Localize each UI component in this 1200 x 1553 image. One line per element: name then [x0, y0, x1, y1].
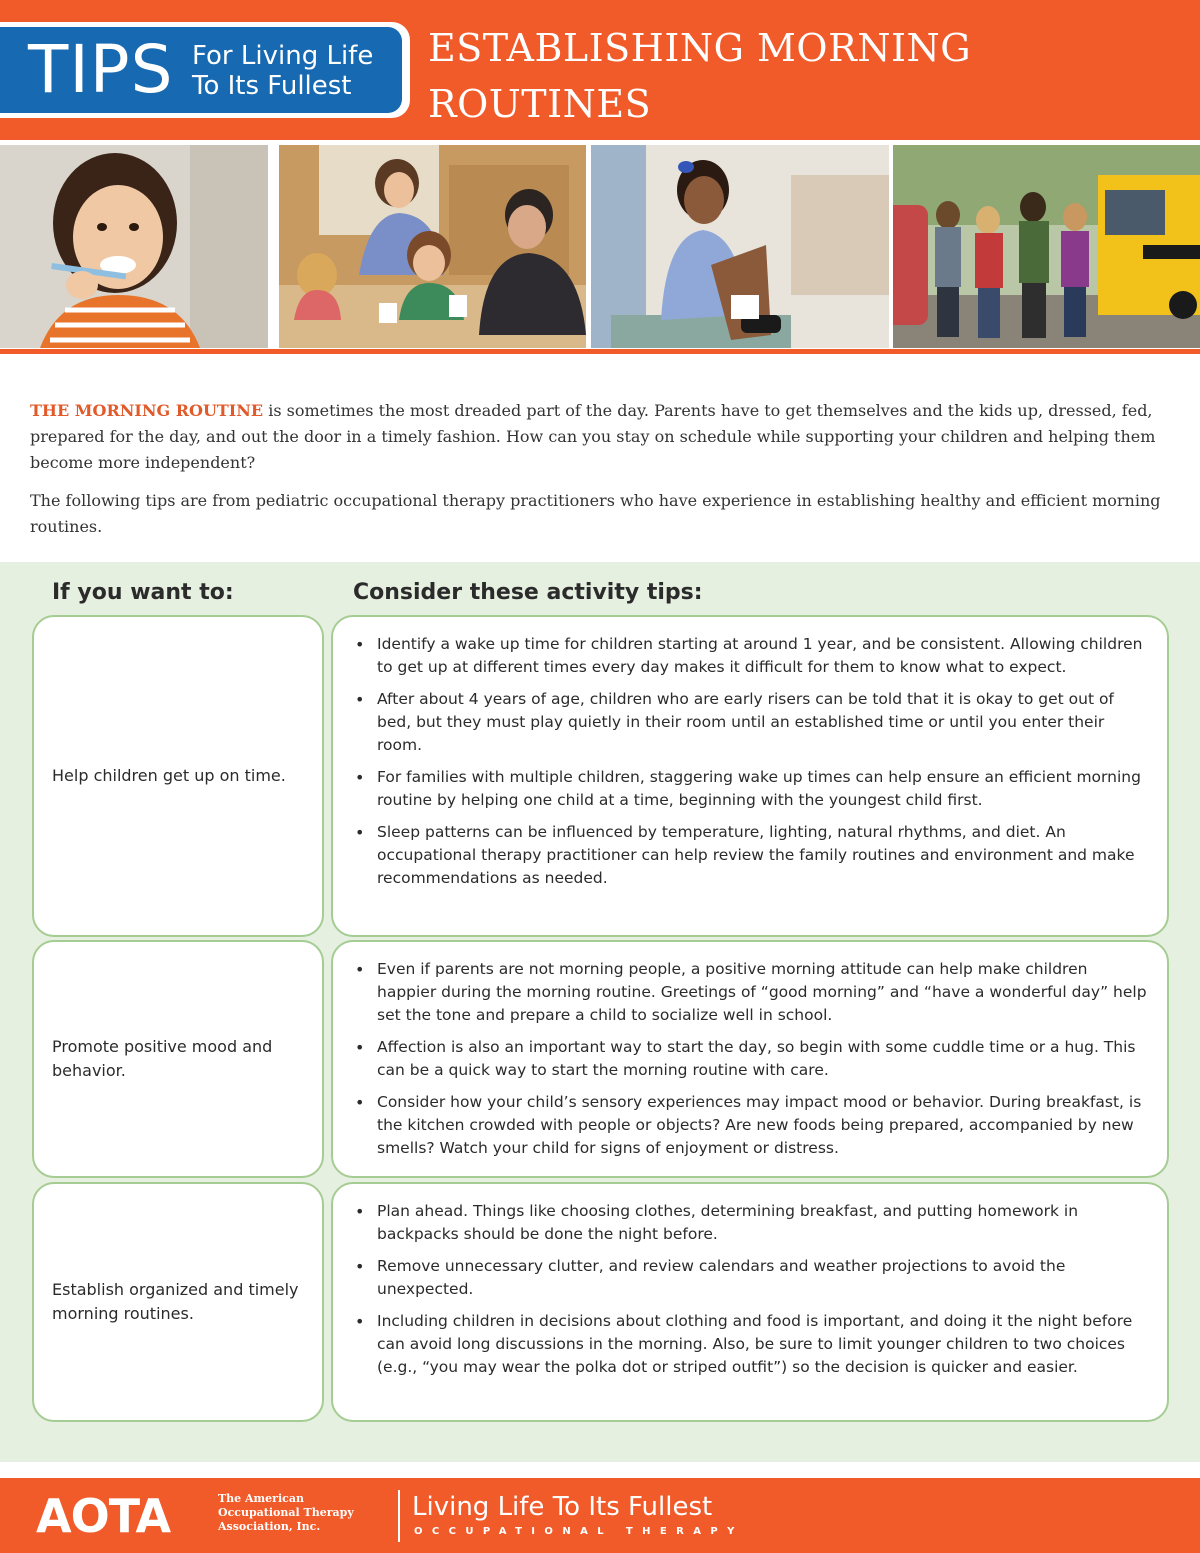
tips-cell-get-up	[331, 615, 1169, 937]
photo-family-breakfast	[279, 145, 586, 348]
tips-list	[353, 633, 1149, 890]
photo-girl-brushing-teeth	[0, 145, 268, 348]
tip-item: • Identify a wake up time for children starting at around 1 year, and be consistent. Allowing children to get up at different times every day makes it difficult for them to know what to expect.	[353, 633, 1149, 679]
tips-list	[353, 1200, 1149, 1379]
assoc-line-1: The American	[218, 1492, 304, 1505]
intro-lead: THE MORNING ROUTINE	[30, 401, 264, 420]
photo-kids-school-bus	[893, 145, 1200, 348]
intro-paragraph-1-text: is sometimes the most dreaded part of the day. Parents have to get themselves and the kids up, dressed, fed, prepared for the day, and out the door in a timely fashion. How can you stay on schedule while supporting your children and helping them become more independent?	[30, 401, 1156, 472]
intro-paragraph-2: The following tips are from pediatric occupational therapy practitioners who have experience in establishing healthy and efficient morning routines.	[30, 491, 1161, 536]
tips-word: TIPS	[28, 31, 174, 108]
want-cell-get-up	[32, 615, 324, 937]
tagline-line-1: For Living Life	[192, 41, 374, 71]
footer-banner	[0, 1478, 1200, 1553]
tip-item: • Even if parents are not morning people, a positive morning attitude can help make children happier during the morning routine. Greetings of “good morning” and “have a wonderful day” help set the tone and prepare a child to socialize well in school.	[353, 958, 1149, 1027]
want-text: Help children get up on time.	[52, 766, 286, 785]
photo-strip-border	[0, 349, 1200, 354]
assoc-line-3: Association, Inc.	[218, 1520, 321, 1533]
header-banner	[0, 0, 1200, 140]
tips-badge	[0, 22, 410, 118]
tip-item: • Remove unnecessary clutter, and review calendars and weather projections to avoid the unexpected.	[353, 1255, 1149, 1301]
tip-item: • For families with multiple children, staggering wake up times can help ensure an efficient morning routine by helping one child at a time, beginning with the youngest child first.	[353, 766, 1149, 812]
aota-association-name	[218, 1492, 398, 1534]
footer-slogan: Living Life To Its Fullest	[412, 1492, 713, 1522]
footer-tagline: OCCUPATIONAL THERAPY	[414, 1526, 744, 1537]
assoc-line-2: Occupational Therapy	[218, 1506, 354, 1519]
tip-item: • Sleep patterns can be influenced by temperature, lighting, natural rhythms, and diet. An occupational therapy practitioner can help review the family routines and environment and make recommendations as needed.	[353, 821, 1149, 890]
column-heading-want: If you want to:	[52, 580, 234, 605]
aota-logo-text: AOTA	[36, 1492, 171, 1538]
want-text: Promote positive mood and behavior.	[52, 1037, 273, 1080]
want-text: Establish organized and timely morning routines.	[52, 1280, 299, 1323]
tips-tagline	[192, 41, 373, 101]
tips-cell-organized-routines	[331, 1182, 1169, 1422]
tips-list	[353, 958, 1149, 1160]
aota-logo	[36, 1492, 212, 1538]
tip-item: • Consider how your child’s sensory experiences may impact mood or behavior. During breakfast, is the kitchen crowded with people or objects? Are new foods being prepared, accompanied by new smells? Watch your child for signs of enjoyment or distress.	[353, 1091, 1149, 1160]
title-line-1: ESTABLISHING MORNING ROUTINES	[428, 26, 972, 126]
intro-paragraph-1	[30, 398, 1172, 476]
intro-text	[30, 398, 1172, 552]
tips-cell-positive-mood	[331, 940, 1169, 1178]
tip-item: • Including children in decisions about clothing and food is important, and doing it the night before can avoid long discussions in the morning. Also, be sure to limit younger children to two choices (e.g., “you may wear the polka dot or striped outfit”) so the decision is quicker and easier.	[353, 1310, 1149, 1379]
footer-divider	[398, 1490, 400, 1542]
want-cell-organized-routines	[32, 1182, 324, 1422]
tagline-line-2: To Its Fullest	[192, 71, 352, 101]
photo-strip	[0, 140, 1200, 354]
photo-girl-tying-shoe	[591, 145, 889, 348]
tips-badge-inner	[0, 27, 402, 113]
tip-item: • After about 4 years of age, children who are early risers can be told that it is okay to get out of bed, but they must play quietly in their room until an established time or until you enter their room.	[353, 688, 1149, 757]
tip-item: • Affection is also an important way to start the day, so begin with some cuddle time or a hug. This can be a quick way to start the morning routine with care.	[353, 1036, 1149, 1082]
tip-item: • Plan ahead. Things like choosing clothes, determining breakfast, and putting homework in backpacks should be done the night before.	[353, 1200, 1149, 1246]
column-heading-tips: Consider these activity tips:	[353, 580, 703, 605]
want-cell-positive-mood	[32, 940, 324, 1178]
